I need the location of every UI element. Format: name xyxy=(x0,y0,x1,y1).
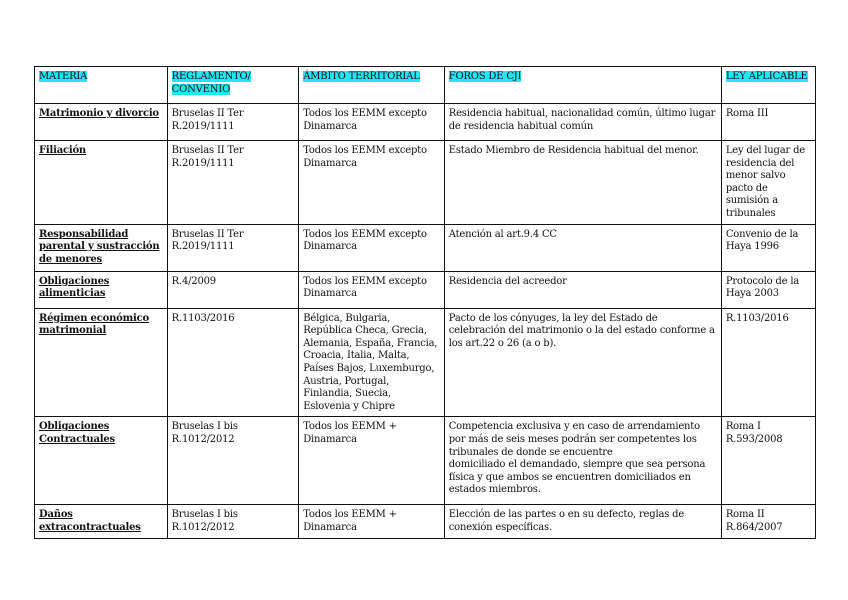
cell-ambito: Todos los EEMM excepto Dinamarca xyxy=(299,104,445,141)
table-header-row xyxy=(35,67,816,104)
header-materia: MATERIA xyxy=(35,67,168,104)
table-row xyxy=(35,224,816,271)
cell-foros: Residencia del acreedor xyxy=(444,271,721,308)
cell-ambito: Todos los EEMM excepto Dinamarca xyxy=(299,271,445,308)
cell-reglamento: R.1103/2016 xyxy=(167,308,299,417)
cell-ley: Protocolo de la Haya 2003 xyxy=(721,271,815,308)
cell-ambito: Todos los EEMM + Dinamarca xyxy=(299,505,445,539)
cell-materia: Obligaciones alimenticias xyxy=(35,271,168,308)
cell-foros: Estado Miembro de Residencia habitual del menor. xyxy=(444,141,721,225)
header-ley: LEY APLICABLE xyxy=(721,67,815,104)
cell-ambito: Todos los EEMM excepto Dinamarca xyxy=(299,141,445,225)
cell-materia: Daños extracontractuales xyxy=(35,505,168,539)
header-ambito: ÁMBITO TERRITORIAL xyxy=(299,67,445,104)
cell-ley: Roma I R.593/2008 xyxy=(721,417,815,505)
table-row xyxy=(35,505,816,539)
header-foros: FOROS DE CJI xyxy=(444,67,721,104)
cell-reglamento: Bruselas II Ter R.2019/1111 xyxy=(167,141,299,225)
cell-materia: Matrimonio y divorcio xyxy=(35,104,168,141)
cell-foros: Competencia exclusiva y en caso de arrendamiento por más de seis meses podrán ser competentes los tribunales de donde se encuentre domiciliado el demandado, siempre que sea persona física y que ambos se encuentren domiciliados en estados miembros. xyxy=(444,417,721,505)
cell-reglamento: Bruselas I bis R.1012/2012 xyxy=(167,505,299,539)
cell-reglamento: Bruselas II Ter R.2019/1111 xyxy=(167,104,299,141)
table-row xyxy=(35,271,816,308)
cell-materia: Obligaciones Contractuales xyxy=(35,417,168,505)
cell-ambito: Todos los EEMM excepto Dinamarca xyxy=(299,224,445,271)
cell-materia: Régimen económico matrimonial xyxy=(35,308,168,417)
table-row xyxy=(35,417,816,505)
table-row xyxy=(35,308,816,417)
cell-ley: Roma III xyxy=(721,104,815,141)
table-row xyxy=(35,141,816,225)
cell-materia: Filiación xyxy=(35,141,168,225)
jurisdiction-table xyxy=(34,66,816,539)
cell-reglamento: Bruselas II Ter R.2019/1111 xyxy=(167,224,299,271)
cell-foros: Elección de las partes o en su defecto, reglas de conexión específicas. xyxy=(444,505,721,539)
cell-ambito: Bélgica, Bulgaria, República Checa, Grecia, Alemania, España, Francia, Croacia, Italia, Malta, Países Bajos, Luxemburgo, Austria, Portugal, Finlandia, Suecia, Eslovenia y Chipre xyxy=(299,308,445,417)
cell-ley: R.1103/2016 xyxy=(721,308,815,417)
header-reglamento: REGLAMENTO/ CONVENIO xyxy=(167,67,299,104)
cell-ley: Convenio de la Haya 1996 xyxy=(721,224,815,271)
table-row xyxy=(35,104,816,141)
cell-ley: Roma II R.864/2007 xyxy=(721,505,815,539)
cell-materia: Responsabilidad parental y sustracción de menores xyxy=(35,224,168,271)
cell-foros: Atención al art.9.4 CC xyxy=(444,224,721,271)
cell-reglamento: Bruselas I bis R.1012/2012 xyxy=(167,417,299,505)
cell-ambito: Todos los EEMM + Dinamarca xyxy=(299,417,445,505)
cell-foros: Pacto de los cónyuges, la ley del Estado de celebración del matrimonio o la del estado conforme a los art.22 o 26 (a o b). xyxy=(444,308,721,417)
cell-reglamento: R.4/2009 xyxy=(167,271,299,308)
cell-ley: Ley del lugar de residencia del menor salvo pacto de sumisión a tribunales xyxy=(721,141,815,225)
cell-foros: Residencia habitual, nacionalidad común, último lugar de residencia habitual común xyxy=(444,104,721,141)
